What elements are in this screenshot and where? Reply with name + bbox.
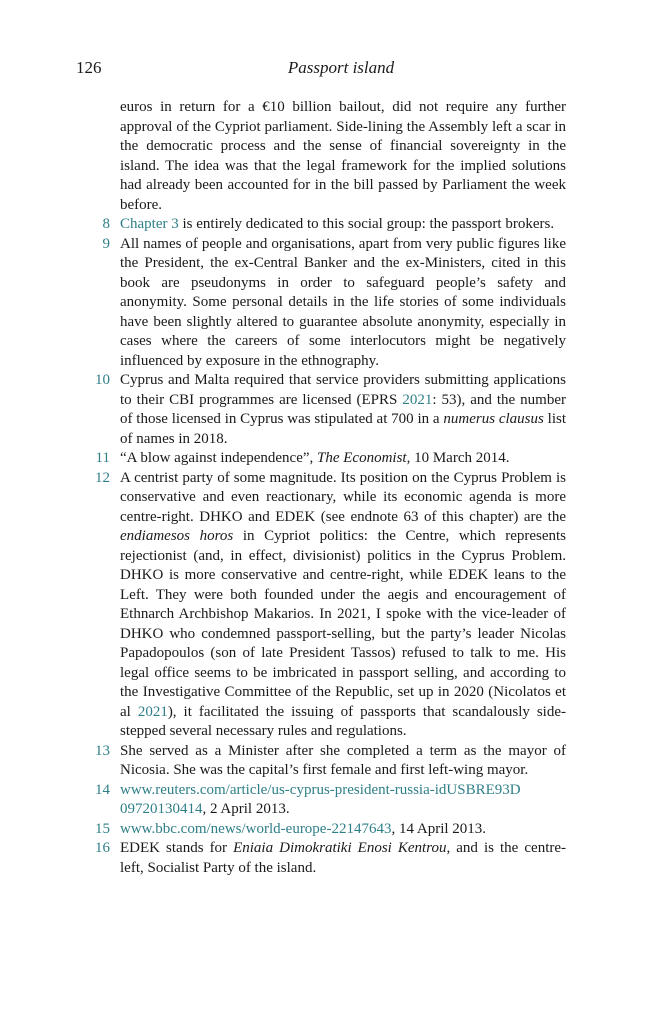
endnote-text: All names of people and organisations, apart from very public figures like the President, the ex-Central Banker and the ex-Ministers, cited in this book are pseudonyms in order to safeguard people’s safety and anonymity. Some personal details in the life stories of some individuals have been slightly altered to guarantee absolute anonymity, especially in cases where the careers of some interlocutors might be negatively influenced by exposure in the ethnography. xyxy=(120,235,566,369)
endnote-number: 15 xyxy=(95,820,110,837)
url-part: 09720130414 xyxy=(120,801,203,817)
running-title: Passport island xyxy=(287,58,395,77)
endnote-7-continuation xyxy=(76,98,566,215)
endnote-12 xyxy=(76,469,566,742)
chapter-3-link[interactable]: Chapter 3 xyxy=(120,216,179,232)
endnote-14 xyxy=(76,781,566,820)
endnote-text: in Cypriot politics: the Centre, which represents rejectionist (and, in effect, divisionist) politics in the Cyprus Problem. DHKO is more conservative and centre-right, while EDEK leans to the Left. They were both founded under the aegis and encouragement of Ethnarch Archbishop Makarios. In 2021, I spoke with the vice-leader of DHKO who condemned passport-selling, but the party’s leader Nicolas Papadopoulos (son of late President Tassos) refused to talk to me. His legal office seems to be imbricated in passport selling, and according to the Investigative Committee of the Republic, set up in 2020 (Nicolatos et al xyxy=(120,528,567,720)
endnote-italic-text: numerus clausus xyxy=(443,411,544,427)
endnote-10 xyxy=(76,371,566,449)
citation-year-link[interactable]: 2021 xyxy=(402,391,433,408)
endnote-text: ), it facilitated the issuing of passports that scandalously side-stepped several necessary rules and regulations. xyxy=(120,703,566,739)
endnote-number: 10 xyxy=(95,372,110,388)
endnote-11 xyxy=(76,449,566,469)
endnote-8 xyxy=(76,215,566,235)
endnote-9 xyxy=(76,235,566,372)
endnote-text: She served as a Minister after she completed a term as the mayor of Nicosia. She was the capital’s first female and first left-wing mayor. xyxy=(120,742,566,778)
endnote-number: 16 xyxy=(95,840,110,856)
endnote-number: 11 xyxy=(95,450,110,466)
endnote-text: “A blow against independence”, xyxy=(120,450,318,466)
endnote-text: , 10 March 2014. xyxy=(406,450,510,466)
endnote-text: euros in return for a €10 billion bailout, did not require any further approval of the Cypriot parliament. Side-lining the Assembly left a scar in the democratic process and the sense of financial sovereignty in the island. The idea was that the legal framework for the implied solutions had already been accounted for in the bill passed by Parliament the week before. xyxy=(120,99,566,213)
endnote-number: 13 xyxy=(95,742,110,759)
running-header xyxy=(76,58,566,80)
endnote-text: list of names in 2018. xyxy=(120,411,566,447)
endnote-16 xyxy=(76,839,566,878)
endnote-number: 14 xyxy=(95,781,110,798)
endnote-number: 9 xyxy=(102,235,110,252)
endnote-text: , 2 April 2013. xyxy=(202,801,290,817)
endnote-15 xyxy=(76,820,566,840)
endnote-13 xyxy=(76,742,566,781)
endnote-text: is entirely dedicated to this social group: the passport brokers. xyxy=(178,216,555,232)
citation-year-link[interactable]: 2021 xyxy=(137,703,168,720)
endnote-italic-text: The Economist xyxy=(317,450,407,466)
endnotes-list xyxy=(76,98,566,878)
reuters-url-link[interactable] xyxy=(120,782,521,818)
endnote-number: 8 xyxy=(102,216,110,232)
bbc-url-link[interactable]: www.bbc.com/news/world-europe-22147643 xyxy=(120,820,392,837)
endnote-number: 12 xyxy=(95,469,110,486)
endnote-text: , and is the centre-left, Socialist Party of the island. xyxy=(120,840,567,876)
page-number: 126 xyxy=(76,58,102,77)
endnote-text: A centrist party of some magnitude. Its position on the Cyprus Problem is conservative and even reactionary, while its economic agenda is more centre-right. DHKO and EDEK (see endnote 63 of this chapter) are the xyxy=(120,469,566,525)
url-part: www.reuters.com/article/us-cyprus-president-russia-idUSBRE93D xyxy=(120,781,521,798)
endnote-text: , 14 April 2013. xyxy=(391,820,487,837)
endnote-text: : 53), and the number of those licensed in Cyprus was stipulated at 700 in a xyxy=(120,391,566,427)
endnote-text: Cyprus and Malta required that service providers submitting applications to their CBI programmes are licensed (EPRS xyxy=(120,372,566,408)
endnote-italic-text: endiamesos horos xyxy=(120,528,234,544)
endnote-italic-text: Eniaia Dimokratiki Enosi Kentrou xyxy=(233,840,447,856)
endnote-text: EDEK stands for xyxy=(120,840,234,856)
